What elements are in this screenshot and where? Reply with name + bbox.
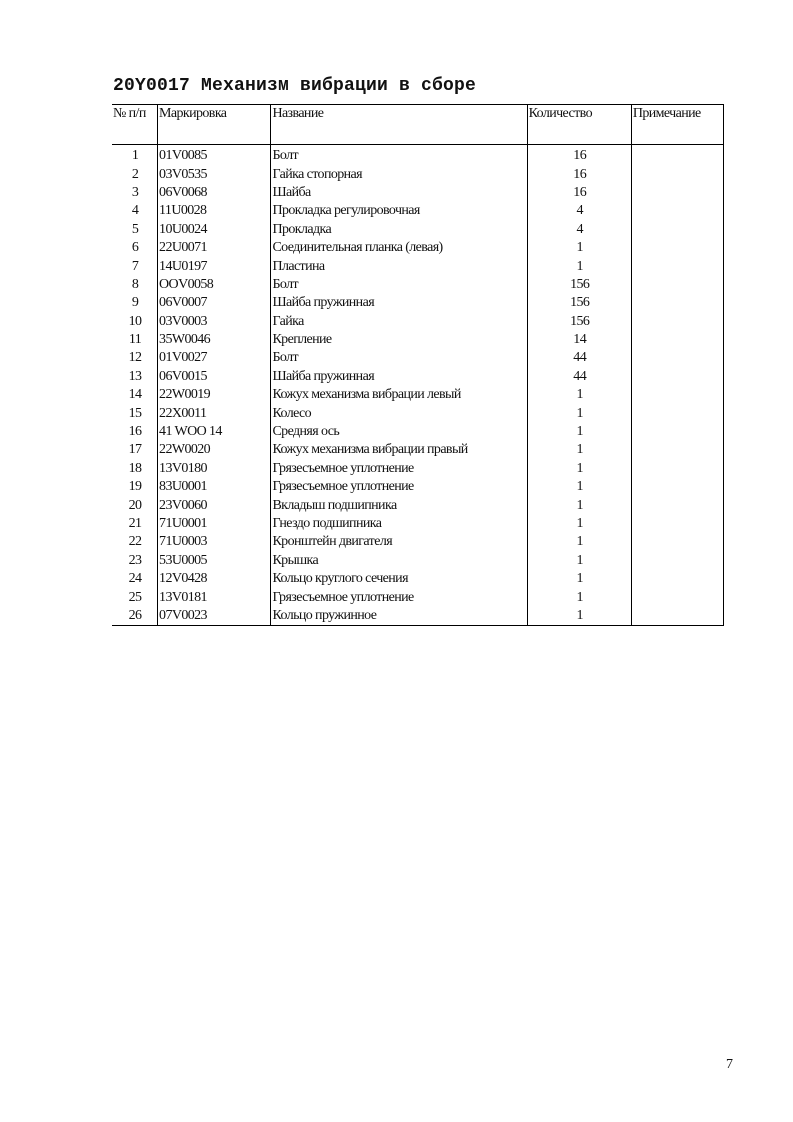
table-row — [112, 368, 724, 386]
cell-code: 06V0007 — [158, 294, 271, 312]
cell-code: 12V0428 — [158, 570, 271, 588]
cell-no: 10 — [128, 313, 142, 329]
cell-name: Кожух механизма вибрации левый — [271, 386, 527, 404]
cell-no: 15 — [128, 405, 142, 421]
cell-no: 18 — [128, 460, 142, 476]
cell-qty: 44 — [527, 368, 631, 386]
cell-code: 22X0011 — [158, 404, 271, 422]
cell-name: Крепление — [271, 331, 527, 349]
table-row — [112, 404, 724, 422]
cell-no: 26 — [112, 607, 158, 626]
page-number: 7 — [726, 1057, 733, 1072]
cell-code: 53U0005 — [158, 552, 271, 570]
cell-qty: 44 — [527, 349, 631, 367]
cell-no: 5 — [131, 221, 139, 237]
cell-note — [631, 404, 723, 422]
cell-note — [631, 460, 723, 478]
cell-name: Средняя ось — [271, 423, 527, 441]
table-row — [112, 313, 724, 331]
cell-qty: 1 — [527, 478, 631, 496]
cell-no: 7 — [131, 258, 139, 274]
table-row — [112, 607, 724, 626]
table-row — [112, 386, 724, 404]
table-row — [112, 570, 724, 588]
cell-no: 14 — [128, 387, 142, 403]
cell-qty: 1 — [527, 533, 631, 551]
cell-name: Пластина — [271, 257, 527, 275]
cell-no: 21 — [128, 516, 142, 531]
cell-code: 06V0068 — [158, 184, 271, 202]
table-row — [112, 221, 724, 239]
table-row — [112, 588, 724, 606]
cell-code: 03V0003 — [158, 313, 271, 331]
cell-note — [631, 145, 723, 166]
cell-no: 6 — [131, 240, 139, 256]
cell-note — [631, 184, 723, 202]
cell-code: 13V0180 — [158, 460, 271, 478]
table-row — [112, 202, 724, 220]
cell-code: 22W0019 — [158, 386, 271, 404]
table-row — [112, 552, 724, 570]
table-row — [112, 478, 724, 496]
cell-no: 22 — [128, 534, 142, 550]
cell-name: Гайка — [271, 313, 527, 331]
cell-qty: 156 — [527, 294, 631, 312]
cell-code: 23V0060 — [158, 496, 271, 514]
cell-qty: 1 — [527, 588, 631, 606]
cell-code: 01V0085 — [158, 145, 271, 166]
cell-code: 22W0020 — [158, 441, 271, 459]
cell-code: 13V0181 — [158, 588, 271, 606]
cell-name: Гнездо подшипника — [271, 515, 527, 533]
cell-code: 10U0024 — [158, 221, 271, 239]
cell-name: Шайба — [271, 184, 527, 202]
cell-name: Кожух механизма вибрации правый — [271, 441, 527, 459]
cell-no: 24 — [128, 571, 142, 587]
cell-name: Кольцо круглого сечения — [271, 570, 527, 588]
cell-qty: 4 — [527, 221, 631, 239]
table-row — [112, 257, 724, 275]
cell-code: 14U0197 — [158, 257, 271, 275]
cell-no: 20 — [128, 497, 142, 513]
cell-no: 1 — [131, 148, 139, 164]
cell-note — [631, 165, 723, 183]
table-row — [112, 184, 724, 202]
cell-qty: 1 — [527, 404, 631, 422]
cell-note — [631, 478, 723, 496]
cell-name: Кольцо пружинное — [271, 607, 527, 626]
cell-note — [631, 386, 723, 404]
header-note: Примечание — [631, 105, 723, 145]
table-row — [112, 165, 724, 183]
cell-qty: 1 — [527, 257, 631, 275]
cell-name: Гайка стопорная — [271, 165, 527, 183]
cell-note — [631, 607, 723, 626]
cell-note — [631, 331, 723, 349]
cell-qty: 16 — [527, 165, 631, 183]
cell-code: 71U0001 — [158, 515, 271, 533]
header-row — [112, 105, 724, 145]
cell-qty: 1 — [527, 607, 631, 626]
header-name: Название — [271, 105, 527, 145]
cell-no: 3 — [131, 184, 139, 200]
cell-name: Прокладка — [271, 221, 527, 239]
cell-no: 11 — [128, 332, 142, 348]
table-row — [112, 276, 724, 294]
cell-no: 4 — [131, 203, 139, 219]
cell-code: 03V0535 — [158, 165, 271, 183]
cell-qty: 1 — [527, 460, 631, 478]
cell-code: 06V0015 — [158, 368, 271, 386]
cell-code: 11U0028 — [158, 202, 271, 220]
table-header — [112, 105, 724, 145]
cell-note — [631, 552, 723, 570]
cell-qty: 1 — [527, 423, 631, 441]
cell-note — [631, 496, 723, 514]
cell-note — [631, 349, 723, 367]
cell-note — [631, 515, 723, 533]
cell-code: 41 WOO 14 — [158, 423, 271, 441]
cell-qty: 1 — [527, 552, 631, 570]
cell-qty: 1 — [527, 515, 631, 533]
cell-name: Шайба пружинная — [271, 368, 527, 386]
cell-note — [631, 441, 723, 459]
cell-no: 8 — [131, 276, 139, 292]
cell-name: Болт — [271, 145, 527, 166]
cell-note — [631, 239, 723, 257]
header-qty: Количество — [527, 105, 631, 145]
table-row — [112, 239, 724, 257]
cell-qty: 16 — [527, 184, 631, 202]
cell-no: 17 — [128, 442, 142, 458]
table-row — [112, 496, 724, 514]
header-code: Маркировка — [158, 105, 271, 145]
cell-name: Крышка — [271, 552, 527, 570]
table-row — [112, 515, 724, 533]
cell-qty: 1 — [527, 441, 631, 459]
cell-note — [631, 276, 723, 294]
cell-note — [631, 221, 723, 239]
table-row — [112, 349, 724, 367]
cell-qty: 1 — [527, 386, 631, 404]
table-row — [112, 145, 724, 166]
cell-name: Прокладка регулировочная — [271, 202, 527, 220]
table-row — [112, 423, 724, 441]
parts-table — [112, 104, 724, 626]
cell-qty: 1 — [527, 239, 631, 257]
cell-name: Колесо — [271, 404, 527, 422]
cell-name: Кронштейн двигателя — [271, 533, 527, 551]
cell-note — [631, 202, 723, 220]
cell-qty: 14 — [527, 331, 631, 349]
cell-qty: 156 — [527, 313, 631, 331]
cell-no: 2 — [131, 166, 139, 182]
cell-note — [631, 423, 723, 441]
table-row — [112, 294, 724, 312]
cell-code: 07V0023 — [158, 607, 271, 626]
cell-name: Грязесъемное уплотнение — [271, 478, 527, 496]
cell-code: 22U0071 — [158, 239, 271, 257]
table-row — [112, 441, 724, 459]
cell-name: Вкладыш подшипника — [271, 496, 527, 514]
table-row — [112, 331, 724, 349]
cell-name: Болт — [271, 349, 527, 367]
cell-code: 01V0027 — [158, 349, 271, 367]
cell-note — [631, 313, 723, 331]
cell-code: 35W0046 — [158, 331, 271, 349]
cell-name: Шайба пружинная — [271, 294, 527, 312]
document-title: 20Y0017 Механизм вибрации в сборе — [113, 76, 477, 96]
cell-name: Грязесъемное уплотнение — [271, 588, 527, 606]
cell-no: 12 — [128, 350, 142, 366]
cell-name: Соединительная планка (левая) — [271, 239, 527, 257]
cell-no: 16 — [128, 424, 142, 440]
cell-note — [631, 533, 723, 551]
cell-no: 25 — [128, 589, 142, 605]
cell-qty: 156 — [527, 276, 631, 294]
cell-code: OOV0058 — [158, 276, 271, 294]
table-row — [112, 533, 724, 551]
cell-qty: 1 — [527, 496, 631, 514]
cell-qty: 4 — [527, 202, 631, 220]
cell-note — [631, 294, 723, 312]
cell-qty: 16 — [527, 145, 631, 166]
cell-name: Болт — [271, 276, 527, 294]
header-no: № п/п — [112, 105, 158, 145]
cell-note — [631, 257, 723, 275]
table-body — [112, 145, 724, 626]
cell-name: Грязесъемное уплотнение — [271, 460, 527, 478]
cell-no: 19 — [128, 479, 142, 495]
cell-note — [631, 588, 723, 606]
cell-no: 13 — [128, 368, 142, 384]
cell-code: 71U0003 — [158, 533, 271, 551]
cell-no: 9 — [131, 295, 139, 311]
table-row — [112, 460, 724, 478]
cell-code: 83U0001 — [158, 478, 271, 496]
cell-no: 23 — [128, 552, 142, 568]
cell-qty: 1 — [527, 570, 631, 588]
cell-note — [631, 368, 723, 386]
cell-note — [631, 570, 723, 588]
